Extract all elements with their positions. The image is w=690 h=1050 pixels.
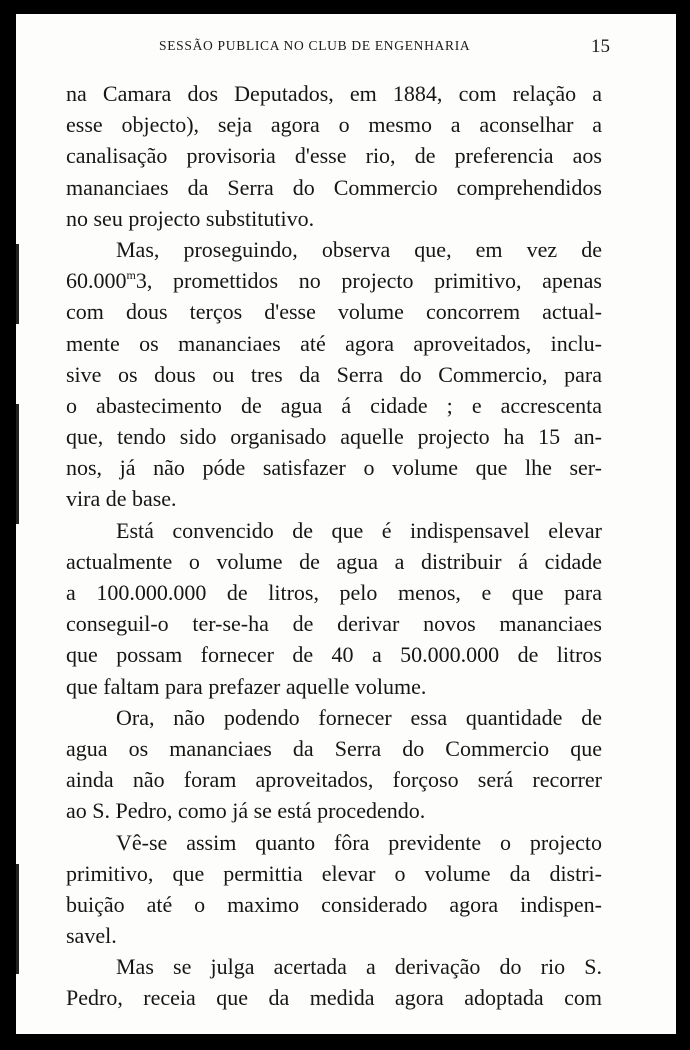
text-line: canalisação provisoria d'esse rio, de preferencia aos: [66, 143, 602, 169]
binding-shadow: [16, 244, 19, 324]
text-line: no seu projecto substitutivo.: [66, 205, 315, 231]
binding-shadow: [16, 864, 19, 974]
text-line: o abastecimento de agua á cidade ; e accrescenta: [66, 392, 602, 418]
text-line: actualmente o volume de agua a distribuir á cidade: [66, 548, 602, 574]
text-line: mananciaes da Serra do Commercio comprehendidos: [66, 174, 602, 200]
text-line: conseguil-o ter-se-ha de derivar novos mananciaes: [66, 611, 602, 637]
paragraph-start-line: Vê-se assim quanto fôra previdente o projecto: [116, 829, 602, 855]
text-line: que possam fornecer de 40 a 50.000.000 de litros: [66, 642, 602, 668]
text-line: [66, 265, 602, 296]
running-title: SESSÃO PUBLICA NO CLUB DE ENGENHARIA: [159, 38, 471, 53]
book-page: [16, 14, 676, 1034]
text-line: com dous terços d'esse volume concorrem actual-: [66, 299, 602, 325]
text-line: que, tendo sido organisado aquelle projecto ha 15 an-: [66, 424, 602, 450]
text-line: savel.: [66, 923, 117, 949]
paragraph-start-line: Ora, não podendo fornecer essa quantidade de: [116, 704, 602, 730]
text-line: mente os mananciaes até agora aproveitados, inclu-: [66, 330, 602, 356]
paragraph-start-line: Mas se julga acertada a derivação do rio S.: [116, 954, 602, 980]
text-line: nos, já não póde satisfazer o volume que lhe ser-: [66, 455, 602, 481]
text-line: primitivo, que permittia elevar o volume da distri-: [66, 860, 602, 886]
text-line: que faltam para prefazer aquelle volume.: [66, 673, 427, 699]
text-line: vira de base.: [66, 486, 177, 512]
text-line: na Camara dos Deputados, em 1884, com relação a: [66, 81, 602, 106]
text-line: ao S. Pedro, como já se está procedendo.: [66, 798, 426, 824]
text-line: sive os dous ou tres da Serra do Commercio, para: [66, 361, 602, 387]
page-number: 15: [591, 36, 610, 57]
body-text: [66, 78, 602, 1014]
volume-remainder: 3, promettidos no projecto primitivo, apenas: [135, 268, 602, 294]
text-line: a 100.000.000 de litros, pelo menos, e que para: [66, 580, 602, 605]
paragraph-start-line: Mas, proseguindo, observa que, em vez de: [116, 236, 602, 262]
text-line: esse objecto), seja agora o mesmo a aconselhar a: [66, 112, 602, 138]
page-header: [16, 36, 676, 60]
paragraph-start-line: Está convencido de que é indispensavel elevar: [116, 517, 602, 543]
unit-superscript: m: [126, 268, 136, 283]
binding-shadow: [16, 404, 19, 524]
text-line: ainda não foram aproveitados, forçoso será recorrer: [66, 767, 602, 793]
text-line: agua os mananciaes da Serra do Commercio que: [66, 735, 602, 761]
volume-number: 60.000: [66, 268, 127, 294]
text-line: Pedro, receia que da medida agora adoptada com: [66, 985, 602, 1011]
text-line: buição até o maximo considerado agora indispen-: [66, 891, 602, 917]
